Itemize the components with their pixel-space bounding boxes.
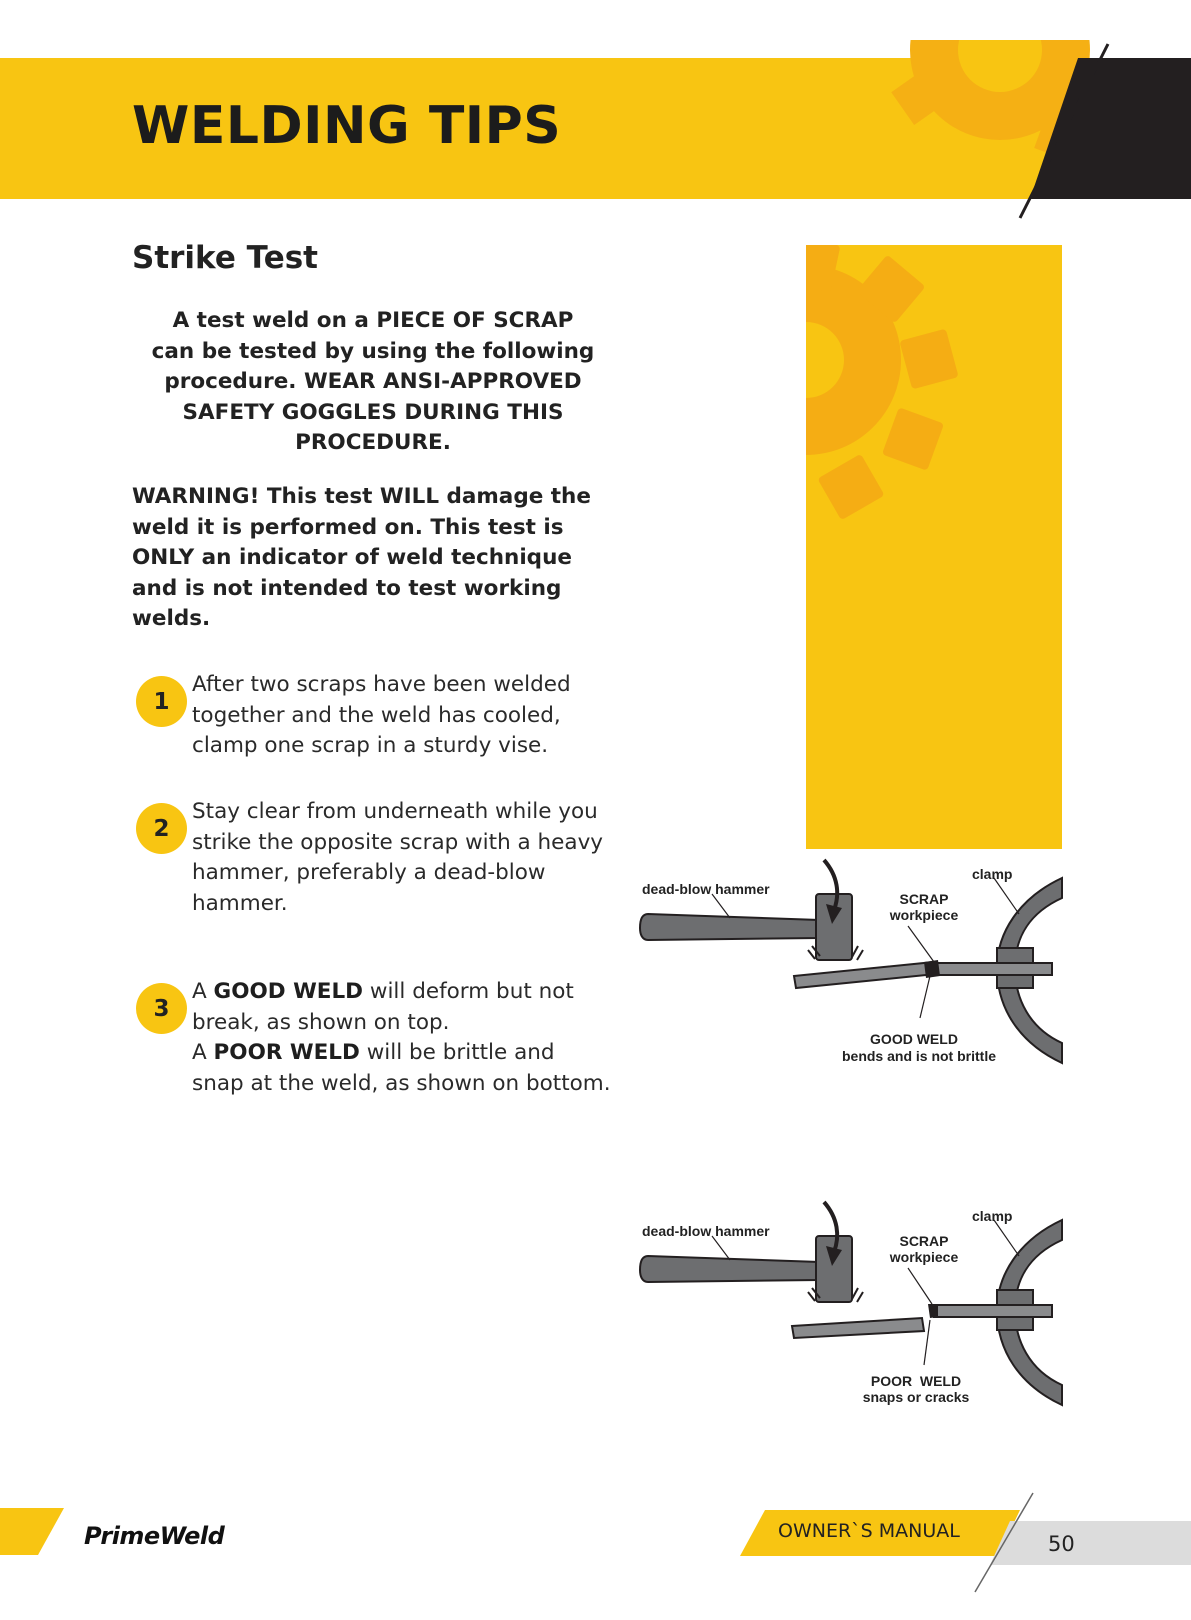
step-1-badge: 1 [136, 676, 187, 727]
clamp-label: clamp [972, 1208, 1013, 1224]
footer-manual-label: OWNER`S MANUAL [778, 1520, 960, 1542]
poor-weld-sentence: A POOR WELD will be brittle and snap at the weld, as shown on bottom. [192, 1040, 611, 1096]
step-3-text [192, 977, 612, 1099]
workpiece-label: workpiece [889, 1249, 959, 1265]
clamped-scrap [934, 963, 1052, 975]
snapped-scrap [792, 1318, 924, 1338]
brand-logo: PrimeWeld [84, 1522, 225, 1550]
step-1-text: After two scraps have been welded together and the weld has cooled, clamp one scrap in a sturdy vise. [192, 672, 571, 758]
struck-scrap [794, 962, 936, 988]
result-subtitle: snaps or cracks [862, 1389, 970, 1405]
weld-bead [924, 960, 940, 978]
result-title: POOR WELD [870, 1373, 962, 1389]
footer-decoration [0, 1490, 1191, 1620]
page-number: 50 [1048, 1532, 1075, 1556]
step-2-badge: 2 [136, 803, 187, 854]
scrap-label: SCRAP [899, 1233, 949, 1249]
hammer-label: dead-blow hammer [642, 881, 770, 897]
broken-weld [928, 1304, 938, 1318]
warning-paragraph: WARNING! This test WILL damage the weld it is performed on. This test is ONLY an indicator of weld technique and is not intended to test working welds. [132, 484, 591, 631]
step-3-badge: 3 [136, 983, 187, 1034]
page-title: WELDING TIPS [132, 96, 562, 156]
step-2-text: Stay clear from underneath while you strike the opposite scrap with a heavy hammer, preferably a dead-blow hammer. [192, 799, 604, 916]
workpiece-label: workpiece [889, 907, 959, 923]
hammer-label: dead-blow hammer [642, 1223, 770, 1239]
result-subtitle: bends and is not brittle [841, 1048, 997, 1064]
clamped-scrap [934, 1305, 1052, 1317]
intro-paragraph: A test weld on a PIECE OF SCRAP can be tested by using the following procedure. WEAR ANSI-APPROVED SAFETY GOGGLES DURING THIS PROCEDURE. [151, 308, 595, 455]
gear-icon [806, 245, 1062, 849]
poor-weld-diagram [634, 1200, 1064, 1415]
clamp-label: clamp [972, 866, 1013, 882]
scrap-label: SCRAP [899, 891, 949, 907]
section-title: Strike Test [132, 240, 318, 276]
decorative-panel [806, 245, 1062, 849]
good-weld-diagram [634, 858, 1064, 1073]
result-title: GOOD WELD [870, 1031, 958, 1047]
good-weld-sentence: A GOOD WELD will deform but not break, as shown on top. [192, 979, 574, 1035]
